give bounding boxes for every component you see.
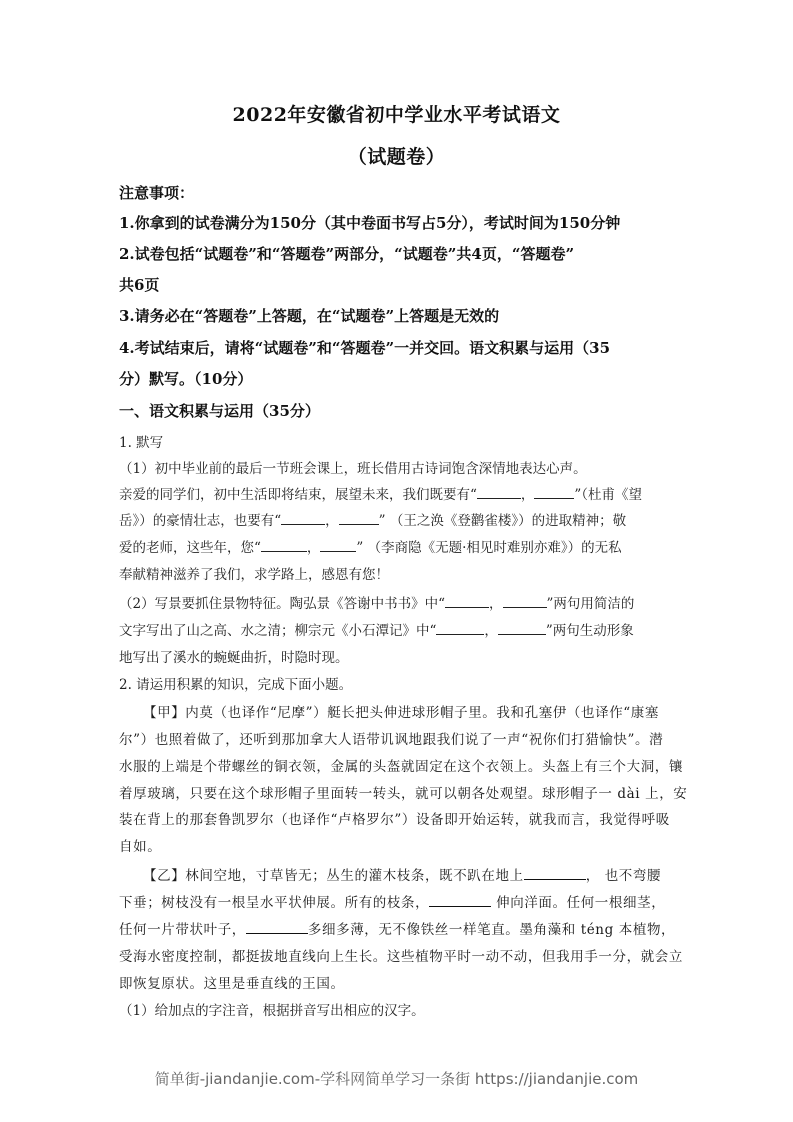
answer-blank[interactable] <box>524 867 586 880</box>
q1-part1-line4: 奉献精神滋养了我们，求学路上，感恩有您！ <box>119 567 389 583</box>
text: （2）写景要抓住景物特征。陶弘景《答谢中书书》中“ <box>119 596 445 612</box>
answer-blank[interactable] <box>320 539 356 552</box>
text: ， <box>306 540 321 556</box>
text: 伸向洋面。任何一根细茎， <box>491 895 666 911</box>
q1-part1-line2 <box>119 509 679 529</box>
answer-blank[interactable] <box>498 622 546 635</box>
passage-jia-line: 尔”）也照着做了，还听到那加拿大人语带讥讽地跟我们说了一声“祝你们打猎愉快”。潜 <box>119 732 664 748</box>
passage-yi-line1 <box>143 864 679 884</box>
text: ， 也不弯腰 <box>585 868 662 884</box>
passage-jia-line: 装在背上的那套鲁凯罗尔（也译作“卢格罗尔”）设备即开始运转，就我而言，我觉得呼吸 <box>119 812 670 828</box>
text: 下垂；树枝没有一根呈水平状伸展。所有的枝条， <box>119 895 430 911</box>
passage-jia-line: 水服的上端是个带螺丝的铜衣领，金属的头盔就固定在这个衣领上。头盔上有三个大洞，镶 <box>119 759 683 775</box>
text: ”（杜甫《望 <box>574 487 643 503</box>
text: 任何一片带状叶子， <box>119 922 246 938</box>
text: 文字写出了山之高、水之清；柳宗元《小石潭记》中“ <box>119 623 437 639</box>
passage-yi-line5: 即恢复原状。这里是垂直线的王国。 <box>119 976 345 992</box>
q1-part2-line1 <box>119 592 679 612</box>
question-2-label: 2. 请运用积累的知识，完成下面小题。 <box>119 677 353 693</box>
text: ， <box>325 513 339 529</box>
notice-item-4-cont: 分）默写。（10分） <box>119 370 253 388</box>
passage-yi-line3 <box>119 918 679 938</box>
notice-item-2-cont: 共6页 <box>119 276 160 294</box>
question-1-label: 1. 默写 <box>119 435 164 451</box>
text: 亲爱的同学们，初中生活即将结束，展望未来，我们既要有“ <box>119 487 477 503</box>
text: ” （李商隐《无题·相见时难别亦难》）的无私 <box>356 540 622 556</box>
text: ， <box>484 623 498 639</box>
text: ， <box>489 596 503 612</box>
text: ” （王之涣《登鹳雀楼》）的进取精神；敬 <box>378 513 627 529</box>
q2-sub1: （1）给加点的字注音，根据拼音写出相应的汉字。 <box>119 1003 425 1019</box>
document-title: 2022年安徽省初中学业水平考试语文 <box>232 104 561 126</box>
passage-yi-line2 <box>119 891 679 911</box>
passage-jia-line: 【甲】内莫（也译作“尼摩”）艇长把头伸进球形帽子里。我和孔塞伊（也译作“康塞 <box>143 705 660 721</box>
q1-part1-intro: （1）初中毕业前的最后一节班会课上，班长借用古诗词饱含深情地表达心声。 <box>119 461 587 477</box>
q1-part1-line3 <box>119 536 679 556</box>
q1-part2-line3: 地写出了溪水的蜿蜒曲折，时隐时现。 <box>119 650 349 666</box>
footer-watermark: 简单街-jiandanjie.com-学科网简单学习一条街 https://jiandanjie.com <box>154 1070 639 1088</box>
text: 【乙】林间空地，寸草皆无；丛生的灌木枝条，既不趴在地上 <box>143 868 524 884</box>
q1-part2-line2 <box>119 619 679 639</box>
text: 多细多薄，无不像铁丝一样笔直。墨角藻和 téng 本植物， <box>307 922 676 938</box>
passage-jia-line: 自如。 <box>119 839 162 855</box>
answer-blank[interactable] <box>246 921 308 934</box>
document-subtitle: （试题卷） <box>347 146 446 168</box>
answer-blank[interactable] <box>281 512 325 525</box>
answer-blank[interactable] <box>477 486 521 499</box>
notice-heading: 注意事项： <box>119 184 195 202</box>
text: ”两句用简洁的 <box>546 596 635 612</box>
text: ”两句生动形象 <box>545 623 634 639</box>
answer-blank[interactable] <box>503 595 547 608</box>
notice-item-1: 1.你拿到的试卷满分为150分（其中卷面书写占5分），考试时间为150分钟 <box>119 214 621 232</box>
text: 爱的老师，这些年，您“ <box>119 540 261 556</box>
answer-blank[interactable] <box>534 486 574 499</box>
section-heading: 一、语文积累与运用（35分） <box>119 402 320 420</box>
answer-blank[interactable] <box>339 512 379 525</box>
q1-part1-line1 <box>119 483 679 503</box>
notice-item-2: 2.试卷包括“试题卷”和“答题卷”两部分，“试题卷”共4页，“答题卷” <box>119 245 575 263</box>
answer-blank[interactable] <box>436 622 484 635</box>
passage-yi-line4: 受海水密度控制，都挺拔地直线向上生长。这些植物平时一动不动，但我用手一分，就会立 <box>119 949 683 965</box>
passage-jia-line: 着厚玻璃，只要在这个球形帽子里面转一转头，就可以朝各处观望。球形帽子一 dài 上，安 <box>119 786 688 802</box>
answer-blank[interactable] <box>429 894 491 907</box>
text: ， <box>520 487 535 503</box>
text: 岳》）的豪情壮志，也要有“ <box>119 513 282 529</box>
answer-blank[interactable] <box>445 595 489 608</box>
notice-item-4: 4.考试结束后，请将“试题卷”和“答题卷”一并交回。语文积累与运用（35 <box>119 339 611 357</box>
notice-item-3: 3.请务必在“答题卷”上答题，在“试题卷”上答题是无效的 <box>119 307 500 325</box>
answer-blank[interactable] <box>261 539 307 552</box>
